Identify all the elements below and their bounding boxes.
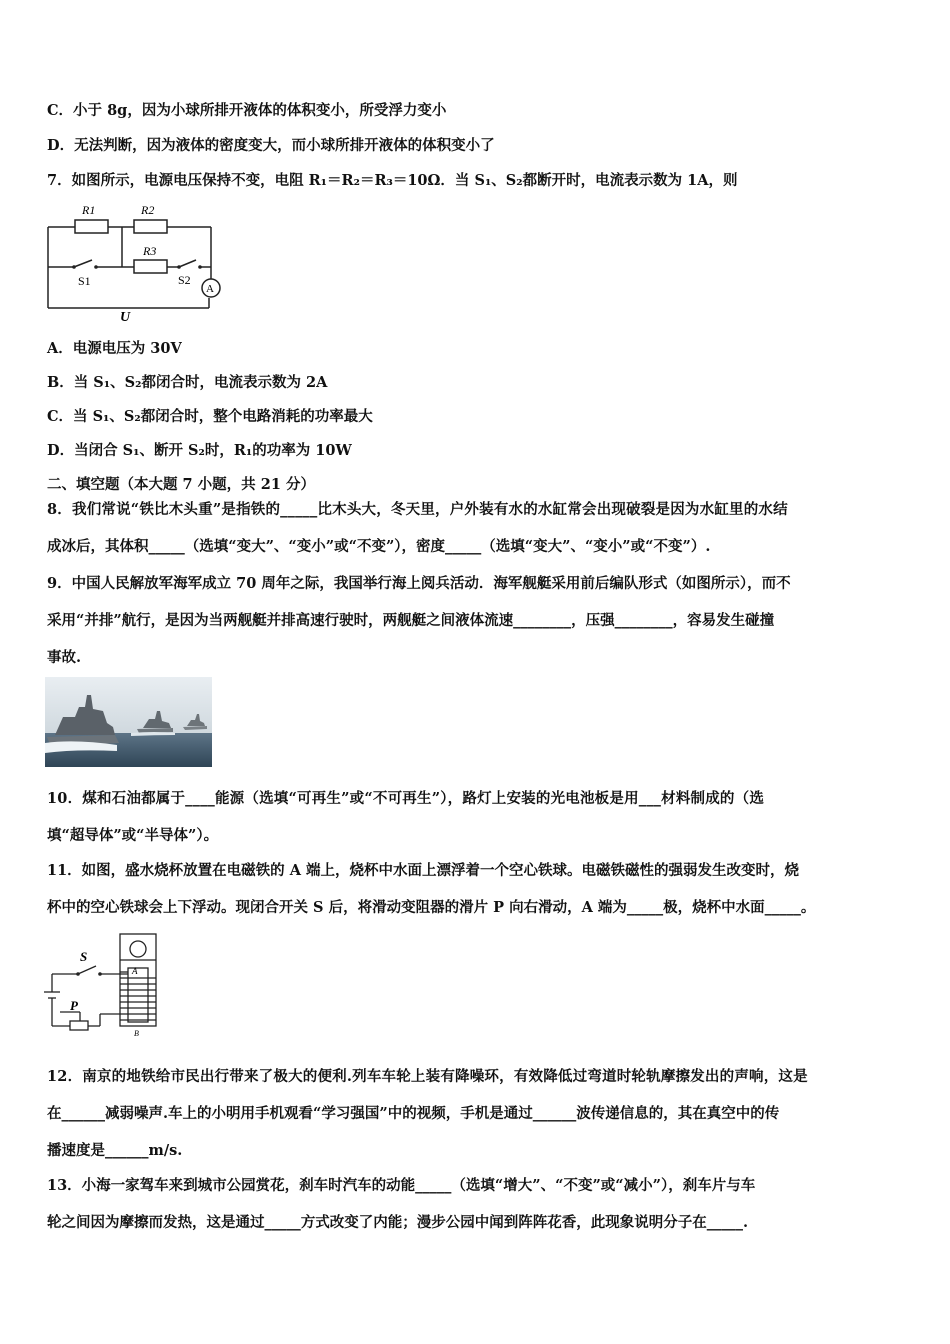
q7-option-b: B．当 S₁、S₂都闭合时，电流表示数为 2A (47, 374, 328, 391)
q6-option-d: D．无法判断，因为液体的密度变大，而小球所排开液体的体积变小了 (47, 137, 495, 154)
r2-label: R2 (141, 203, 155, 217)
end-b-label: B (134, 1029, 139, 1038)
q11-line-1: 11．如图，盛水烧杯放置在电磁铁的 A 端上，烧杯中水面上漂浮着一个空心铁球。电磁铁磁性的强弱发生改变时，烧 (47, 862, 800, 879)
section-2-heading: 二、填空题（本大题 7 小题，共 21 分） (47, 476, 315, 493)
q9-line-3: 事故. (47, 649, 82, 666)
ammeter-label: A (206, 283, 214, 295)
q9-line-1: 9．中国人民解放军海军成立 70 周年之际，我国举行海上阅兵活动．海军舰艇采用前后编队形式（如图所示），而不 (47, 575, 791, 592)
q7-stem: 7．如图所示，电源电压保持不变，电阻 R₁＝R₂＝R₃＝10Ω．当 S₁、S₂都断开时，电流表示数为 1A，则 (47, 172, 738, 189)
q11-line-2: 杯中的空心铁球会上下浮动。现闭合开关 S 后，将滑动变阻器的滑片 P 向右滑动，A 端为_____极，烧杯中水面_____。 (47, 899, 816, 916)
slider-p-label: P (70, 998, 78, 1013)
q13-line-2: 轮之间因为摩擦而发热，这是通过_____方式改变了内能；漫步公园中闻到阵阵花香，此现象说明分子在_____. (47, 1214, 749, 1231)
q12-line-2: 在______减弱噪声.车上的小明用手机观看“学习强国”中的视频，手机是通过______波传递信息的，其在真空中的传 (47, 1105, 780, 1122)
q7-circuit-diagram (44, 195, 229, 325)
q13-line-1: 13．小海一家驾车来到城市公园赏花，刹车时汽车的动能_____（选填“增大”、“不变”或“减小”），刹车片与车 (47, 1177, 756, 1194)
switch-s-label: S (80, 949, 88, 964)
q6-option-c: C．小于 8g，因为小球所排开液体的体积变小，所受浮力变小 (47, 102, 447, 119)
q12-line-3: 播速度是______m/s. (47, 1142, 183, 1159)
s2-label: S2 (178, 273, 191, 287)
q12-line-1: 12．南京的地铁给市民出行带来了极大的便利.列车车轮上装有降噪环，有效降低过弯道时轮轨摩擦发出的声响，这是 (47, 1068, 808, 1085)
s1-label: S1 (78, 274, 91, 288)
q8-line-2: 成冰后，其体积_____（选填“变大”、“变小”或“不变”），密度_____（选填“变大”、“变小”或“不变”）. (47, 538, 711, 555)
q7-option-a: A．电源电压为 30V (47, 340, 182, 357)
r1-label: R1 (82, 203, 96, 217)
r3-label: R3 (143, 244, 157, 258)
q8-line-1: 8．我们常说“铁比木头重”是指铁的_____比木头大，冬天里，户外装有水的水缸常会出现破裂是因为水缸里的水结 (47, 501, 788, 518)
q7-option-d: D．当闭合 S₁、断开 S₂时，R₁的功率为 10W (47, 442, 352, 459)
q10-line-2: 填“超导体”或“半导体”）。 (47, 827, 219, 844)
end-a-label: A (132, 966, 138, 976)
warship-formation-photo (45, 677, 212, 767)
q11-electromagnet-diagram (40, 930, 165, 1038)
q9-line-2: 采用“并排”航行，是因为当两舰艇并排高速行驶时，两舰艇之间液体流速________，压强________，容易发生碰撞 (47, 612, 775, 629)
q10-line-1: 10．煤和石油都属于____能源（选填“可再生”或“不可再生”），路灯上安装的光电池板是用___材料制成的（选 (47, 790, 765, 807)
voltage-label: U (120, 310, 131, 325)
q7-option-c: C．当 S₁、S₂都闭合时，整个电路消耗的功率最大 (47, 408, 373, 425)
